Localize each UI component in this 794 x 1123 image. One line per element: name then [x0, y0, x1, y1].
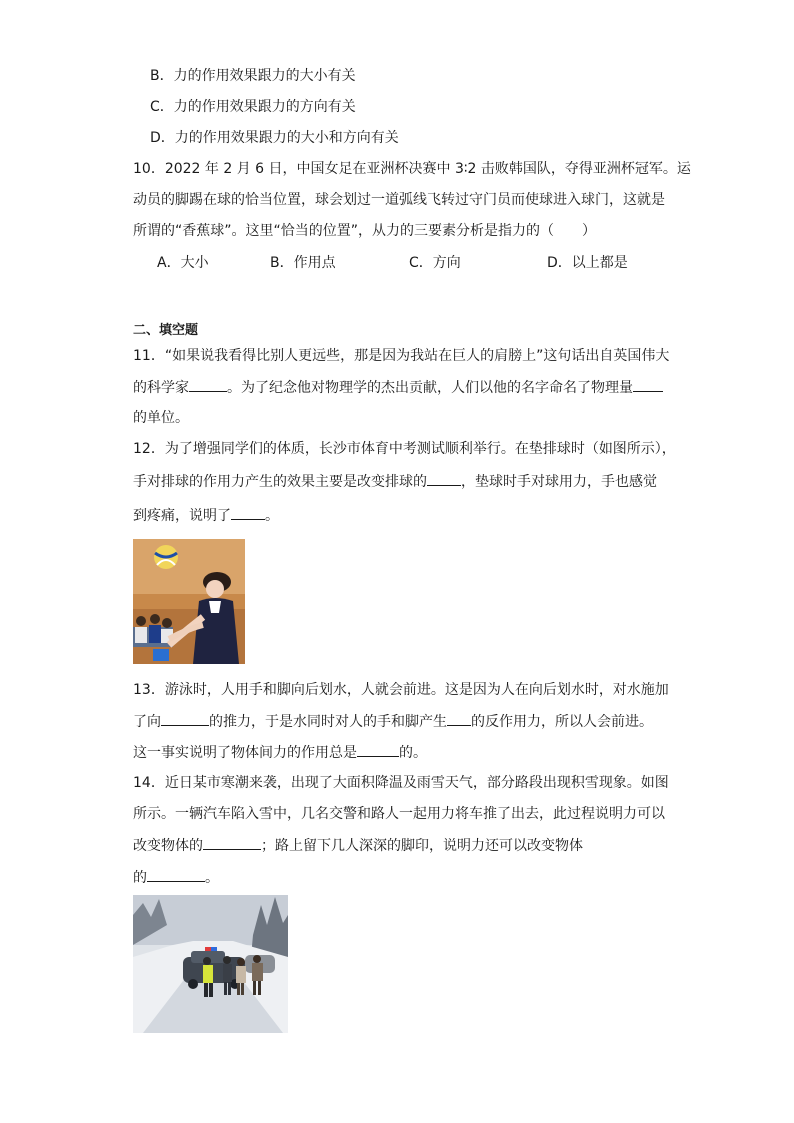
q14-text-a: 改变物体的	[133, 838, 203, 854]
q13-text-a: 了向	[133, 714, 161, 730]
q10-line-2: 动员的脚踢在球的恰当位置，球会划过一道弧线飞转过守门员而使球进入球门，这就是	[133, 192, 665, 208]
volleyball-photo	[133, 539, 245, 664]
q13-text-c: 的反作用力，所以人会前进。	[471, 714, 653, 730]
q14-text-b: ；路上留下几人深深的脚印，说明力还可以改变物体	[261, 838, 583, 854]
q14-blank-2[interactable]	[147, 867, 205, 882]
q9-option-d: D．力的作用效果跟力的大小和方向有关	[150, 130, 399, 146]
q13-line-2	[133, 711, 653, 732]
q9-option-c: C．力的作用效果跟力的方向有关	[150, 99, 356, 115]
q12-text-a: 手对排球的作用力产生的效果主要是改变排球的	[133, 474, 427, 490]
q11-text-a: 的科学家	[133, 380, 189, 396]
q10-option-a: A．大小	[157, 255, 209, 271]
q11-line-2	[133, 377, 663, 398]
q14-line-3	[133, 835, 583, 856]
snow-car-photo	[133, 895, 288, 1033]
q11-text-b: 。为了纪念他对物理学的杰出贡献，人们以他的名字命名了物理量	[227, 380, 633, 396]
q10-line-3: 所谓的“香蕉球”。这里“恰当的位置”，从力的三要素分析是指力的（ ）	[133, 223, 597, 239]
q9-option-b: B．力的作用效果跟力的大小有关	[150, 68, 356, 84]
q12-blank-2[interactable]	[231, 505, 265, 520]
q14-line-1: 14．近日某市寒潮来袭，出现了大面积降温及雨雪天气，部分路段出现积雪现象。如图	[133, 775, 669, 791]
q13-blank-2[interactable]	[447, 711, 471, 726]
q13-blank-3[interactable]	[357, 742, 399, 757]
q13-text-d: 这一事实说明了物体间力的作用总是	[133, 745, 357, 761]
q12-line-3	[133, 505, 279, 526]
q10-option-b: B．作用点	[270, 255, 336, 271]
q13-line-3	[133, 742, 427, 763]
q12-text-b: ，垫球时手对球用力，手也感觉	[461, 474, 657, 490]
q11-line-3: 的单位。	[133, 410, 189, 426]
q11-blank-1[interactable]	[189, 377, 227, 392]
q13-line-1: 13．游泳时，人用手和脚向后划水，人就会前进。这是因为人在向后划水时，对水施加	[133, 682, 669, 698]
q12-text-c: 到疼痛，说明了	[133, 508, 231, 524]
q10-option-d: D．以上都是	[547, 255, 628, 271]
q14-text-c: 的	[133, 870, 147, 886]
section-title-fill-in: 二、填空题	[133, 323, 199, 338]
q12-text-d: 。	[265, 508, 279, 524]
q13-text-e: 的。	[399, 745, 427, 761]
q10-option-c: C．方向	[409, 255, 461, 271]
q14-line-4	[133, 867, 219, 888]
q13-blank-1[interactable]	[161, 711, 209, 726]
q11-line-1: 11．“如果说我看得比别人更远些，那是因为我站在巨人的肩膀上”这句话出自英国伟大	[133, 348, 670, 364]
q14-text-d: 。	[205, 870, 219, 886]
q12-line-2	[133, 471, 657, 492]
q12-blank-1[interactable]	[427, 471, 461, 486]
q14-line-2: 所示。一辆汽车陷入雪中，几名交警和路人一起用力将车推了出去，此过程说明力可以	[133, 806, 665, 822]
q12-line-1: 12．为了增强同学们的体质，长沙市体育中考测试顺利举行。在垫排球时（如图所示），	[133, 441, 676, 457]
q11-blank-2[interactable]	[633, 377, 663, 392]
q13-text-b: 的推力，于是水同时对人的手和脚产生	[209, 714, 447, 730]
q10-line-1: 10．2022 年 2 月 6 日，中国女足在亚洲杯决赛中 3∶2 击败韩国队，夺得亚洲杯冠军。运	[133, 161, 691, 177]
q14-blank-1[interactable]	[203, 835, 261, 850]
